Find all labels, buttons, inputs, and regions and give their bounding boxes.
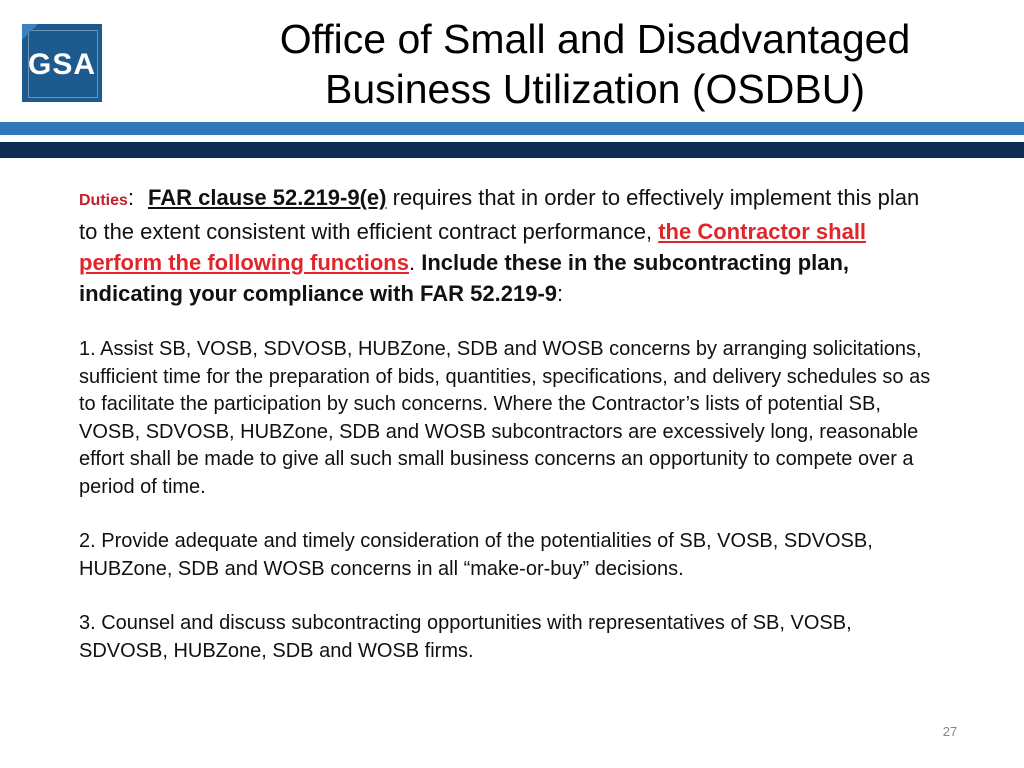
list-item-3: 3. Counsel and discuss subcontracting opportunities with representatives of SB, VOSB, SDVOSB, HUBZone, SDB and WOSB firms. <box>79 612 852 662</box>
slide-title <box>170 14 1020 114</box>
slide-content <box>79 182 939 665</box>
contractor-functions-highlight: the Contractor shall perform the following functions <box>79 219 867 275</box>
include-instruction: Include these in the subcontracting plan, indicating your compliance with FAR 52.219-9 <box>79 250 850 306</box>
duties-label: Duties <box>79 192 128 209</box>
logo-corner-fold <box>22 24 38 40</box>
duties-colon: : <box>127 185 135 210</box>
title-line-1: Office of Small and Disadvantaged <box>279 16 911 62</box>
page-number: 27 <box>942 724 958 739</box>
header-band-light <box>0 122 1024 135</box>
gsa-logo <box>22 24 102 102</box>
title-line-2: Business Utilization (OSDBU) <box>325 66 865 112</box>
end-colon: : <box>557 281 564 306</box>
intro-text-1: requires that in order to effectively implement this plan to the extent consistent with efficient contract performance, <box>79 185 920 244</box>
intro-paragraph <box>79 182 939 309</box>
intro-text-2: . <box>408 250 422 275</box>
list-item-2: 2. Provide adequate and timely consideration of the potentialities of SB, VOSB, SDVOSB, HUBZone, SDB and WOSB concerns in all “make-or-buy” decisions. <box>79 530 873 580</box>
logo-text: GSA <box>27 48 96 81</box>
header-band-dark <box>0 142 1024 158</box>
list-item-1: 1. Assist SB, VOSB, SDVOSB, HUBZone, SDB and WOSB concerns by arranging solicitations, sufficient time for the preparation of bids, quantities, specifications, and delivery schedules so as to facilitate the participation by such concerns. Where the Contractor’s lists of potential SB, VOSB, SDVOSB, HUBZone, SDB and WOSB subcontractors are excessively long, reasonable effort shall be made to give all such small business concerns an opportunity to compete over a period of time. <box>79 338 931 498</box>
far-clause-link[interactable]: FAR clause 52.219-9(e) <box>148 185 387 210</box>
header-band-gap <box>0 135 1024 142</box>
